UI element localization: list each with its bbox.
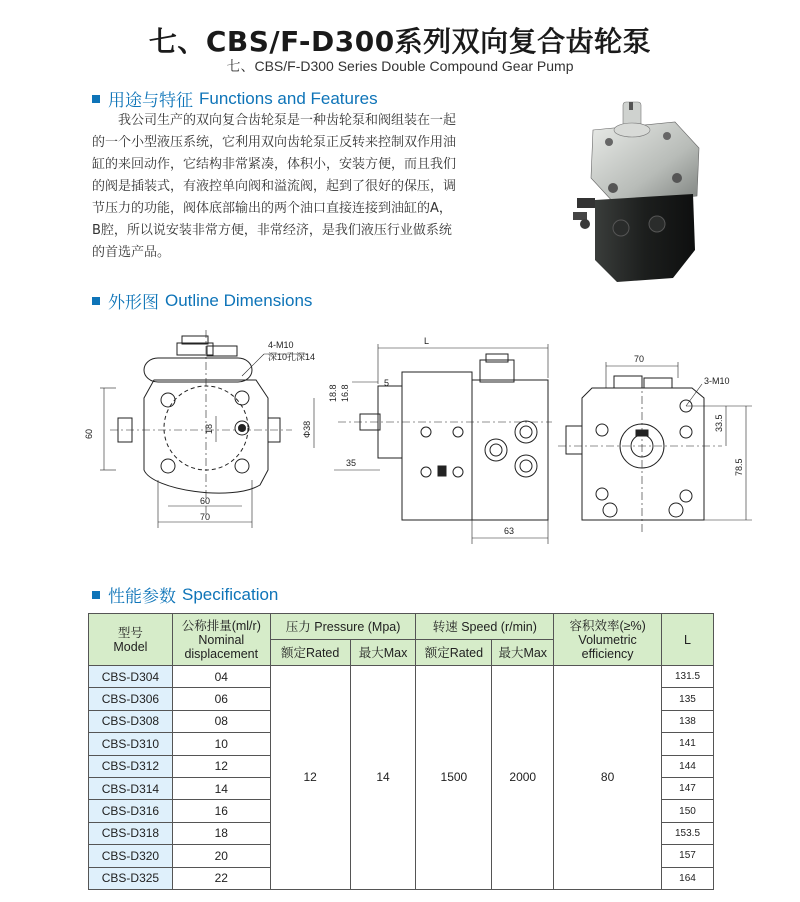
dim-63: 63 xyxy=(504,526,515,536)
description-line: 的阀是插装式，有液控单向阀和溢流阀，起到了很好的保压，调 xyxy=(92,179,457,194)
hole-note-4m10: 4-M10 xyxy=(268,340,294,350)
page-subtitle: 七、CBS/F-D300 Series Double Compound Gear Pump xyxy=(226,58,574,74)
table-row: CBS-D325 22 164 xyxy=(89,867,714,889)
table-row: CBS-D318 18 153.5 xyxy=(89,822,714,844)
end-view xyxy=(558,362,752,532)
dim-70-bottom: 70 xyxy=(200,512,211,522)
dim-70-top: 70 xyxy=(634,354,645,364)
pressure-rated-value: 12 xyxy=(270,666,350,890)
bullet-square-icon xyxy=(92,591,100,599)
speed-max-value: 2000 xyxy=(492,666,554,890)
dim-5: 5 xyxy=(384,378,390,388)
speed-rated-value: 1500 xyxy=(416,666,492,890)
header-pressure-rated: 额定Rated xyxy=(270,640,350,666)
header-pressure-max: 最大Max xyxy=(350,640,416,666)
hole-note-3m10: 3-M10 xyxy=(704,376,730,386)
dim-60-side: 60 xyxy=(84,428,94,439)
header-speed: 转速 Speed (r/min) xyxy=(416,614,554,640)
specification-table xyxy=(88,613,714,890)
outline-dimension-drawing xyxy=(82,320,744,550)
description-line: B腔，所以说安装非常方便，非常经济，是我们液压行业做系统 xyxy=(92,223,452,238)
table-row: CBS-D308 08 138 xyxy=(89,710,714,732)
section-spec-heading: 性能参数 Specification xyxy=(92,582,278,607)
page-title: 七、CBS/F-D300系列双向复合齿轮泵 xyxy=(148,25,652,58)
description-line: 的一个小型液压系统，它利用双向齿轮泵正反转来控制双作用油 xyxy=(92,135,457,150)
side-view xyxy=(314,344,552,544)
hole-note-depth: 深10孔深14 xyxy=(268,352,316,362)
dim-35: 35 xyxy=(346,458,357,468)
description-line: 缸的来回动作，它结构非常紧凑，体积小，安装方便，而且我们 xyxy=(92,157,457,172)
section-functions-heading: 用途与特征 Functions and Features xyxy=(92,86,378,111)
dim-L: L xyxy=(424,336,430,346)
header-displacement: 公称排量(ml/r) Nominal displacement xyxy=(172,614,270,666)
dim-18-center: 18 xyxy=(204,423,214,434)
table-row: CBS-D320 20 157 xyxy=(89,845,714,867)
dim-dia-38: Φ38 xyxy=(302,420,312,438)
dim-shaft-16: 16.8 xyxy=(340,384,350,402)
header-pressure: 压力 Pressure (Mpa) xyxy=(270,614,416,640)
description-line: 我公司生产的双向复合齿轮泵是一种齿轮泵和阀组装在一起 xyxy=(118,113,457,128)
header-L: L xyxy=(662,614,714,666)
bullet-square-icon xyxy=(92,297,100,305)
description-line: 节压力的功能，阀体底部输出的两个油口直接连接到油缸的A， xyxy=(92,201,452,216)
description-paragraph xyxy=(92,110,522,264)
table-row: CBS-D310 10 141 xyxy=(89,733,714,755)
dim-33-5: 33.5 xyxy=(714,414,724,432)
table-row: CBS-D312 12 144 xyxy=(89,755,714,777)
bullet-square-icon xyxy=(92,95,100,103)
dim-78-5: 78.5 xyxy=(734,458,744,476)
description-line: 的首选产品。 xyxy=(92,245,171,260)
dim-shaft-18: 18.8 xyxy=(328,384,338,402)
section-outline-heading: 外形图 Outline Dimensions xyxy=(92,288,312,313)
header-efficiency: 容积效率(≥%) Volumetric efficiency xyxy=(554,614,662,666)
header-model: 型号 Model xyxy=(89,614,173,666)
pump-product-photo xyxy=(565,100,705,290)
header-speed-rated: 额定Rated xyxy=(416,640,492,666)
pressure-max-value: 14 xyxy=(350,666,416,890)
table-row: CBS-D306 06 135 xyxy=(89,688,714,710)
table-row: CBS-D316 16 150 xyxy=(89,800,714,822)
efficiency-value: 80 xyxy=(554,666,662,890)
table-row: CBS-D314 14 147 xyxy=(89,777,714,799)
header-speed-max: 最大Max xyxy=(492,640,554,666)
table-row: CBS-D304 04 12 14 1500 2000 80 131.5 xyxy=(89,666,714,688)
dim-60-bottom: 60 xyxy=(200,496,211,506)
